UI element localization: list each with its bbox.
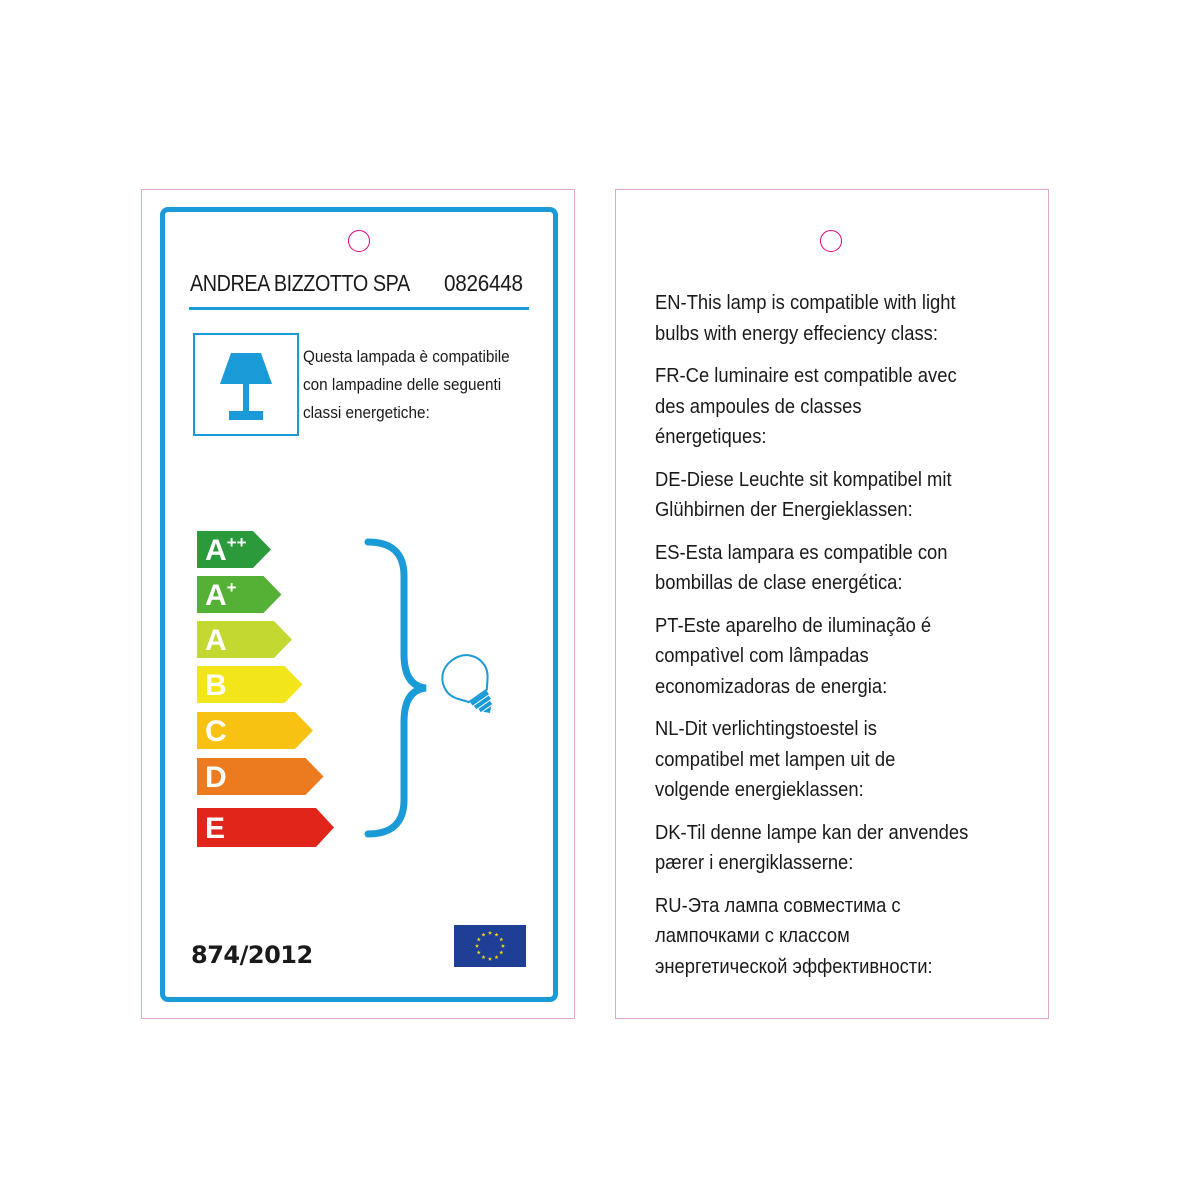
translation-line: PT-Este aparelho de iluminação é (655, 614, 932, 637)
hang-hole-icon (348, 230, 370, 252)
translation-line: Glühbirnen der Energieklassen: (655, 499, 913, 521)
energy-label-card (141, 189, 575, 1019)
eu-flag-icon (454, 925, 526, 967)
translation-block (655, 538, 1035, 599)
translation-line: compatibel met lampen uit de (655, 748, 896, 771)
lamp-icon (193, 333, 299, 436)
translation-line: bombillas de clase energética: (655, 572, 903, 594)
energy-class-letter: E (205, 811, 226, 845)
light-bulb-icon (440, 650, 502, 722)
energy-class-label (205, 623, 227, 657)
translations-card (615, 189, 1049, 1019)
energy-class-label (205, 532, 247, 570)
translation-block (655, 465, 1035, 526)
translation-line: des ampoules de classes (655, 395, 862, 418)
compat-line: con lampadine delle seguenti (303, 375, 502, 394)
energy-class-letter: A (205, 578, 227, 612)
translation-line: EN-This lamp is compatible with light (655, 292, 956, 314)
translation-line: pærer i energiklasserne: (655, 852, 854, 874)
translation-line: énergetiques: (655, 426, 767, 448)
translation-line: DE-Diese Leuchte sit kompatibel mit (655, 468, 952, 491)
header-divider (189, 307, 529, 310)
translation-line: энергетической эффективности: (655, 955, 933, 978)
compat-line: classi energetiche: (303, 403, 430, 422)
compat-line: Questa lampada è compatibile (303, 347, 510, 366)
translation-line: DK-Til denne lampe kan der anvendes (655, 821, 969, 844)
brand-name: ANDREA BIZZOTTO SPA (190, 270, 410, 296)
translation-block (655, 818, 1035, 879)
translation-line: NL-Dit verlichtingstoestel is (655, 718, 877, 740)
translation-line: лампочками с классом (655, 925, 850, 947)
translation-block (655, 361, 1035, 453)
translation-line: economizadoras de energia: (655, 675, 888, 698)
translation-line: compatìvel com lâmpadas (655, 645, 869, 667)
bracket-icon (364, 536, 434, 840)
energy-class-label (205, 714, 227, 748)
energy-class-plus: ++ (226, 532, 247, 552)
translation-line: volgende energieklassen: (655, 779, 864, 801)
energy-class-letter: D (205, 760, 227, 794)
translations-list (655, 288, 1035, 994)
energy-class-label (205, 668, 227, 702)
hang-hole-icon (820, 230, 842, 252)
translation-block (655, 714, 1035, 806)
energy-class-plus: + (226, 577, 237, 597)
translation-block (655, 891, 1035, 983)
translation-line: FR-Ce luminaire est compatible avec (655, 365, 957, 387)
energy-class-label (205, 760, 227, 794)
translation-line: bulbs with energy effeciency class: (655, 322, 938, 345)
energy-class-letter: B (205, 668, 227, 702)
product-code: 0826448 (444, 270, 523, 296)
compatibility-text (303, 343, 528, 427)
translation-block (655, 611, 1035, 703)
energy-class-letter: A (205, 533, 227, 567)
translation-line: RU-Эта лампа совместима с (655, 894, 901, 917)
translation-block (655, 288, 1035, 349)
regulation-number: 874/2012 (191, 941, 313, 969)
translation-line: ES-Esta lampara es compatible con (655, 541, 948, 564)
energy-class-label (205, 577, 237, 615)
energy-class-letter: C (205, 714, 227, 748)
energy-class-label (205, 811, 226, 845)
energy-class-letter: A (205, 623, 227, 657)
energy-class-scale (197, 531, 347, 853)
